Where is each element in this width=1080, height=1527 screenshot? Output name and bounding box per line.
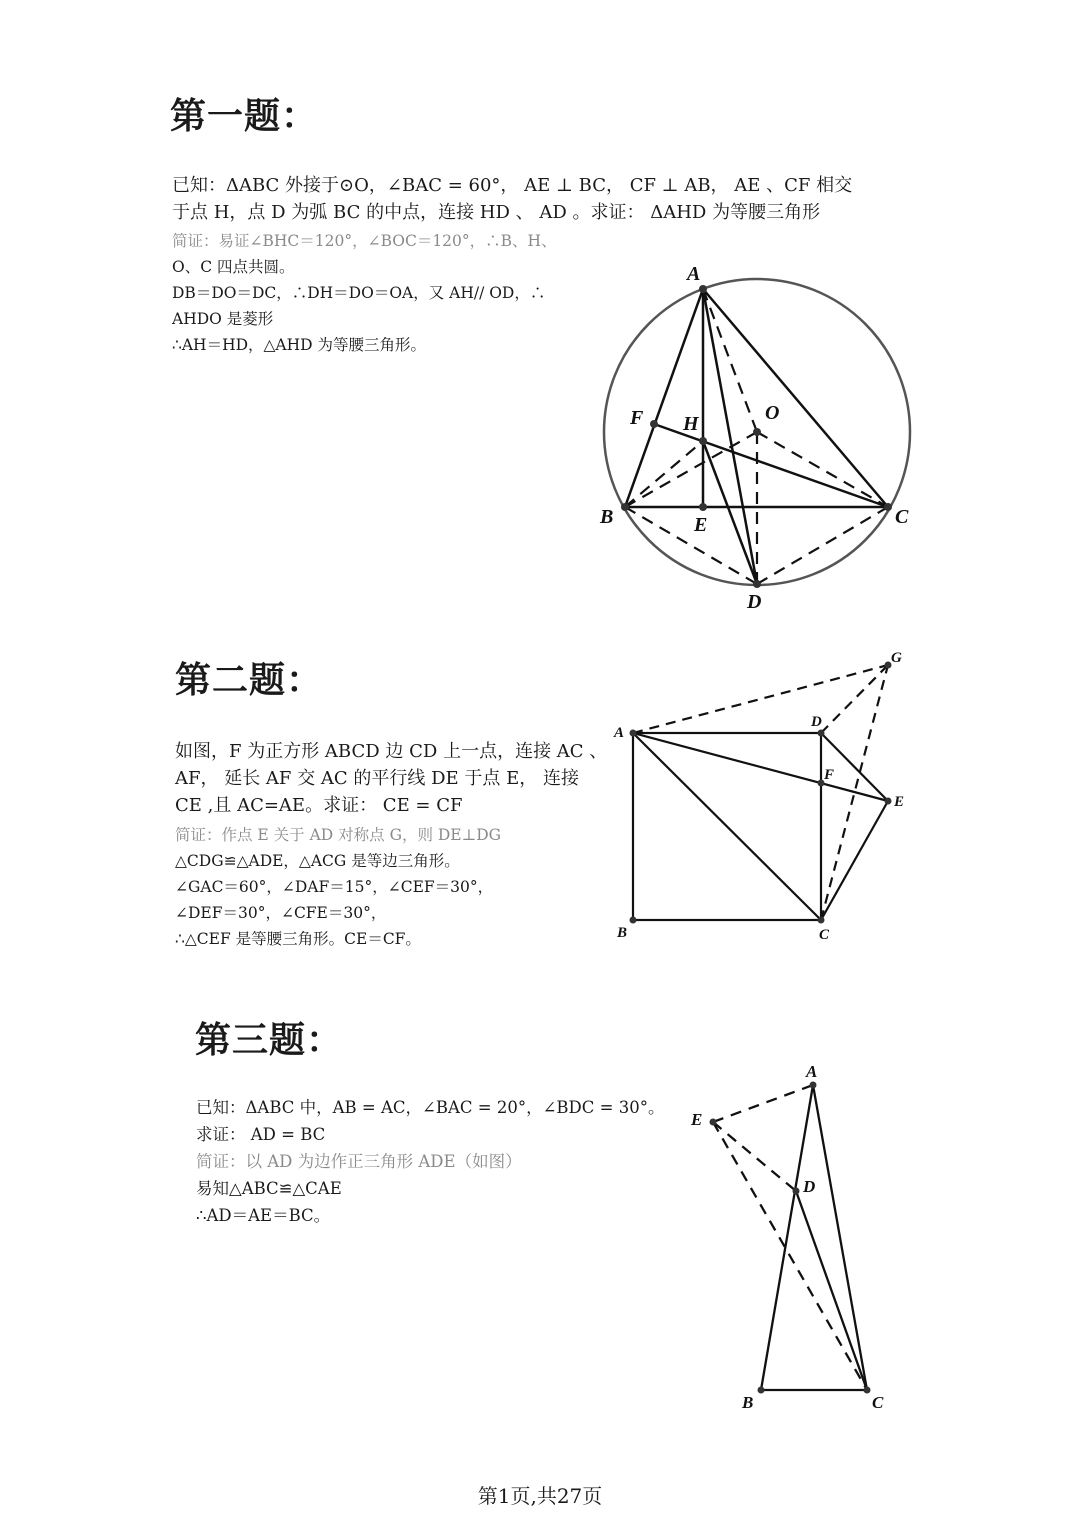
proof-line: ∠GAC＝60°，∠DAF＝15°，∠CEF＝30°， <box>175 878 494 896</box>
figure2 <box>630 662 892 924</box>
dashed-bd <box>625 507 757 584</box>
segment-ae <box>633 733 888 801</box>
proof-line: ∴△CEF 是等腰三角形。CE＝CF。 <box>175 930 421 948</box>
point-c <box>884 503 892 511</box>
point-e <box>885 798 892 805</box>
proof-line: 简证：以 AD 为边作正三角形 ADE（如图） <box>196 1152 522 1171</box>
page-footer: 第1页,共27页 <box>477 1484 603 1508</box>
point-b <box>630 917 637 924</box>
point-a <box>699 285 707 293</box>
label-b: B <box>617 925 628 941</box>
dashed-dc <box>757 507 888 584</box>
label-e: E <box>691 1110 703 1129</box>
label-d: D <box>747 591 762 613</box>
proof-line: 简证：易证∠BHC＝120°，∠BOC＝120°，∴B、H、 <box>172 232 557 250</box>
dashed-ag <box>633 665 888 733</box>
label-f: F <box>630 407 644 429</box>
proof-line: O、C 四点共圆。 <box>172 258 295 276</box>
problem1-given-line: 于点 H，点 D 为弧 BC 的中点，连接 HD 、 AD 。求证： ΔAHD 为等腰三角形 <box>172 202 821 223</box>
problem2-given-line: AF， 延长 AF 交 AC 的平行线 DE 于点 E， 连接 <box>175 768 579 789</box>
point-e <box>699 503 707 511</box>
segment-ce <box>821 801 888 920</box>
problem3-given-line: 已知：ΔABC 中，AB = AC，∠BAC = 20°，∠BDC = 30°。 <box>196 1098 665 1117</box>
point-b <box>621 503 629 511</box>
point-c <box>864 1387 871 1394</box>
dashed-ao <box>703 289 757 432</box>
label-h: H <box>683 413 699 435</box>
point-c <box>818 917 825 924</box>
label-a: A <box>614 725 625 741</box>
label-c: C <box>819 927 830 943</box>
label-e: E <box>894 794 905 810</box>
segment-hd <box>703 441 757 584</box>
label-c: C <box>872 1393 884 1412</box>
dashed-ed <box>713 1122 796 1191</box>
problem1-title: 第一题： <box>170 95 319 137</box>
point-b <box>758 1387 765 1394</box>
point-a <box>630 730 637 737</box>
point-f <box>650 420 658 428</box>
proof-line: AHDO 是菱形 <box>172 310 274 328</box>
proof-line: ∠DEF＝30°，∠CFE＝30°， <box>175 904 387 922</box>
point-d <box>818 730 825 737</box>
proof-line: 易知△ABC≌△CAE <box>196 1179 342 1198</box>
label-e: E <box>694 514 708 536</box>
point-a <box>810 1082 817 1089</box>
label-d: D <box>803 1177 816 1196</box>
problem1-given-line: 已知：ΔABC 外接于⊙O，∠BAC = 60°， AE ⊥ BC， CF ⊥ AB， AE 、CF 相交 <box>172 175 853 196</box>
segment-ab <box>761 1085 816 1390</box>
point-d <box>753 580 761 588</box>
problem3-given-line: 求证： AD = BC <box>196 1125 326 1144</box>
proof-line: ∴AD＝AE＝BC。 <box>196 1206 331 1225</box>
problem2-given-line: CE ,且 AC=AE。求证： CE = CF <box>175 795 463 816</box>
proof-line: ∴AH＝HD，△AHD 为等腰三角形。 <box>172 336 427 354</box>
problem3-title: 第三题： <box>195 1019 344 1061</box>
label-g: G <box>891 650 902 666</box>
proof-line: △CDG≌△ADE，△ACG 是等边三角形。 <box>175 852 460 870</box>
segment-dc <box>796 1191 867 1390</box>
dashed-oc <box>757 432 888 507</box>
label-a: A <box>687 263 701 285</box>
dashed-ea <box>713 1085 813 1122</box>
label-f: F <box>824 767 835 783</box>
point-o <box>753 428 761 436</box>
point-e <box>710 1119 717 1126</box>
label-b: B <box>600 506 614 528</box>
segment-ac <box>633 733 821 920</box>
problem2-given-line: 如图，F 为正方形 ABCD 边 CD 上一点，连接 AC 、 <box>175 741 608 762</box>
label-d: D <box>811 714 822 730</box>
figure1-labels <box>599 263 909 613</box>
label-a: A <box>806 1062 818 1081</box>
problem2-title: 第二题： <box>175 659 324 701</box>
proof-line: 简证：作点 E 关于 AD 对称点 G，则 DE⊥DG <box>175 826 502 844</box>
figure3 <box>710 1082 871 1394</box>
point-d <box>793 1188 800 1195</box>
label-b: B <box>742 1393 754 1412</box>
label-o: O <box>765 402 780 424</box>
point-h <box>699 437 707 445</box>
figure1 <box>604 279 910 588</box>
proof-line: DB＝DO＝DC，∴DH＝DO＝OA，又 AH// OD，∴ <box>172 284 546 302</box>
label-c: C <box>895 506 909 528</box>
